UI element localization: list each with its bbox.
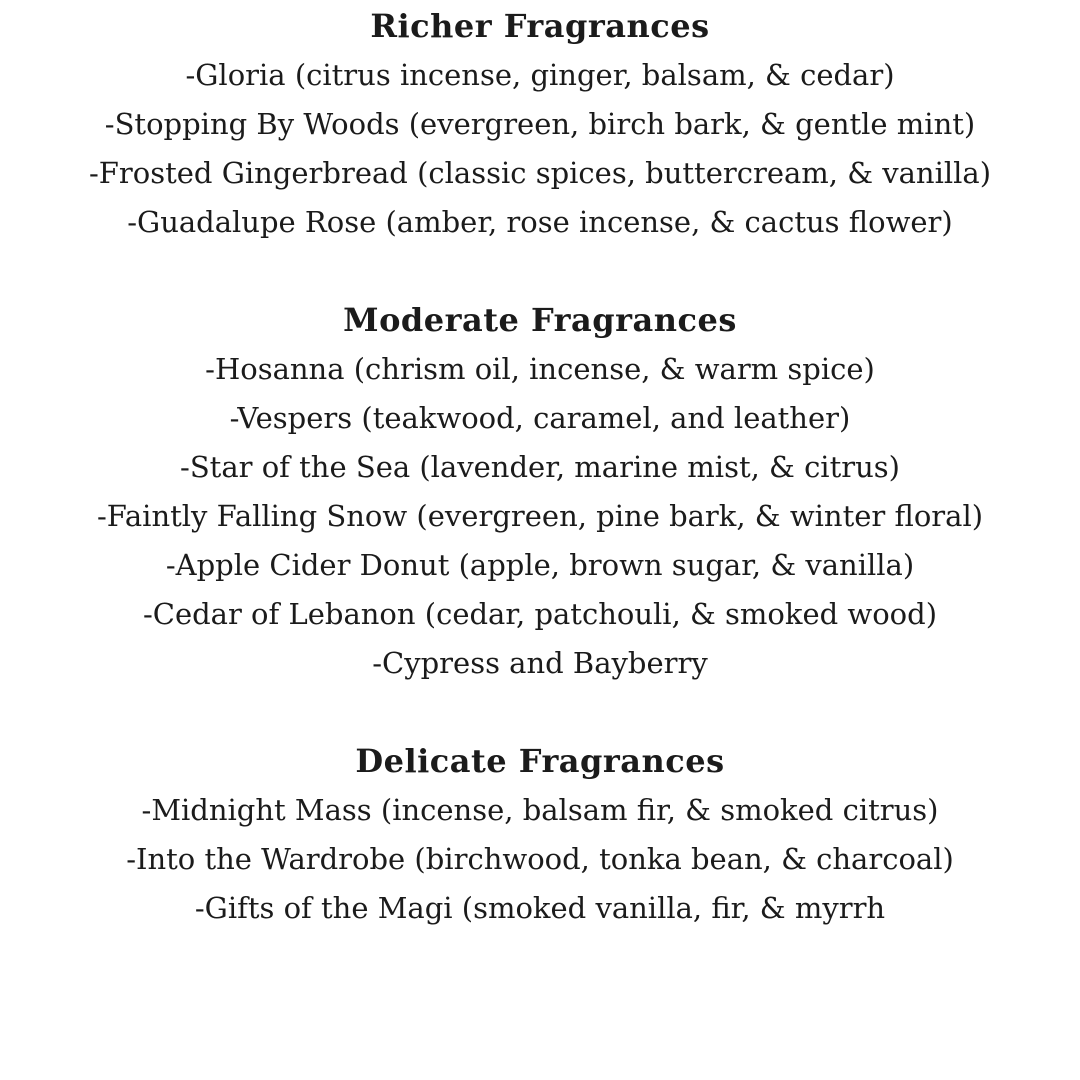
fragrance-line: -Star of the Sea (lavender, marine mist, & citrus): [180, 450, 900, 484]
section-heading: Moderate Fragrances: [343, 301, 737, 339]
fragrance-line: -Cypress and Bayberry: [372, 646, 708, 680]
section-richer-fragrances: [0, 2, 1080, 247]
fragrance-line: -Into the Wardrobe (birchwood, tonka bean, & charcoal): [126, 842, 954, 876]
fragrance-line: -Hosanna (chrism oil, incense, & warm spice): [205, 352, 875, 386]
fragrance-line: -Faintly Falling Snow (evergreen, pine bark, & winter floral): [96, 499, 984, 533]
section-moderate-fragrances: [0, 296, 1080, 688]
section-delicate-fragrances: [0, 737, 1080, 933]
section-heading: Richer Fragrances: [370, 7, 710, 45]
fragrance-line: -Guadalupe Rose (amber, rose incense, & cactus flower): [127, 205, 953, 239]
fragrance-line: -Frosted Gingerbread (classic spices, buttercream, & vanilla): [88, 156, 992, 190]
section-heading: Delicate Fragrances: [355, 742, 725, 780]
fragrance-line: -Apple Cider Donut (apple, brown sugar, & vanilla): [165, 548, 915, 582]
fragrance-line: -Vespers (teakwood, caramel, and leather): [229, 401, 851, 435]
fragrance-line: -Stopping By Woods (evergreen, birch bark, & gentle mint): [104, 107, 976, 141]
fragrance-line: -Midnight Mass (incense, balsam fir, & smoked citrus): [141, 793, 939, 827]
fragrance-line: -Cedar of Lebanon (cedar, patchouli, & smoked wood): [142, 597, 938, 631]
fragrance-line: -Gloria (citrus incense, ginger, balsam, & cedar): [185, 58, 895, 92]
fragrance-line: -Gifts of the Magi (smoked vanilla, fir, & myrrh: [194, 891, 886, 925]
